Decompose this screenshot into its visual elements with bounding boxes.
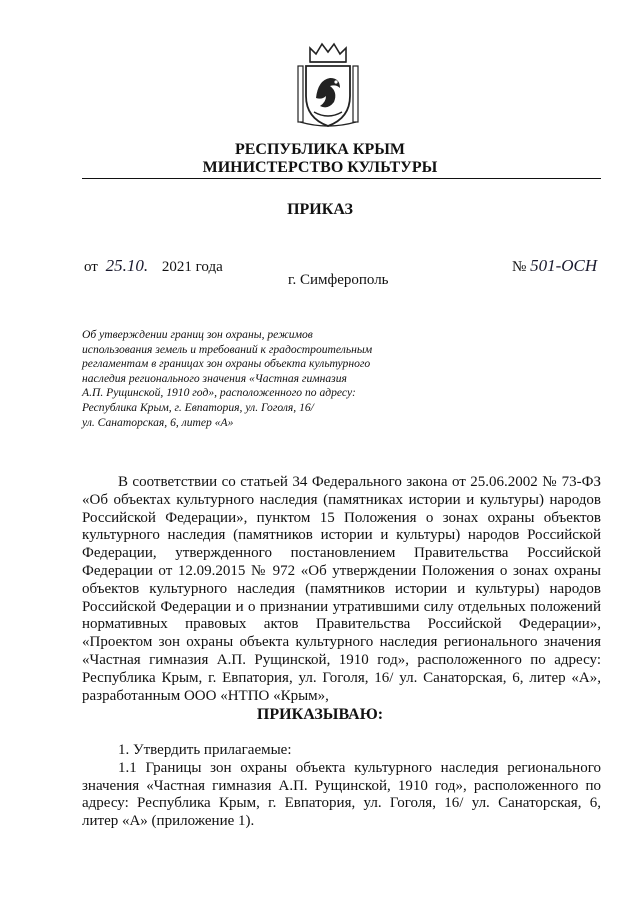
date-year: 2021 года bbox=[161, 259, 223, 275]
subject-line: регламентам в границах зон охраны объекта культурного bbox=[82, 357, 371, 371]
orders-heading: ПРИКАЗЫВАЮ: bbox=[256, 706, 384, 723]
preamble-line: Российской Федерации и о признании утратившими силу отдельных положений bbox=[82, 598, 601, 615]
number-prefix: № bbox=[512, 259, 527, 275]
preamble-line: Федерации от 12.09.2015 № 972 «Об утверждении Положения о зонах охраны bbox=[82, 562, 601, 579]
preamble-line: «Частная гимназия А.П. Рущинской, 1910 год», расположенного по адресу: bbox=[82, 651, 601, 668]
republic-title: РЕСПУБЛИКА КРЫМ bbox=[234, 141, 406, 158]
date-handwritten: 25.10. bbox=[105, 256, 149, 275]
coat-of-arms-emblem bbox=[296, 40, 360, 132]
date-line bbox=[84, 256, 223, 276]
preamble-line: культурного наследия (памятников истории и культуры) народов Российской bbox=[82, 527, 601, 544]
number-handwritten: 501-ОСН bbox=[530, 256, 598, 275]
document-type: ПРИКАЗ bbox=[287, 201, 353, 218]
item-1: 1. Утвердить прилагаемые: bbox=[118, 742, 292, 758]
preamble-line: нормативных правовых актов Правительства Российской Федерации», bbox=[82, 616, 601, 633]
preamble-paragraph bbox=[82, 474, 601, 705]
subject-block bbox=[82, 328, 412, 430]
order-items bbox=[82, 742, 601, 831]
subject-line: А.П. Рущинской, 1910 год», расположенного по адресу: bbox=[82, 386, 356, 400]
item-1-1-line: значения «Частная гимназия А.П. Рущинской, 1910 год», расположенного по bbox=[82, 777, 601, 794]
preamble-line: «Проектом зон охраны объекта культурного наследия регионального значения bbox=[82, 634, 601, 651]
number-line bbox=[512, 256, 597, 276]
item-1-1-line: литер «А» (приложение 1). bbox=[82, 813, 255, 830]
preamble-line: Российской Федерации», пунктом 15 Положения о зонах охраны объектов bbox=[82, 509, 601, 526]
subject-line: наследия регионального значения «Частная гимназия bbox=[82, 371, 347, 385]
date-prefix: от bbox=[84, 259, 98, 275]
header-divider bbox=[82, 178, 601, 179]
item-1-1-line: 1.1 Границы зон охраны объекта культурного наследия регионального bbox=[118, 759, 601, 776]
subject-line: Республика Крым, г. Евпатория, ул. Гоголя, 16/ bbox=[82, 400, 314, 414]
preamble-line: Республика Крым, г. Евпатория, ул. Гоголя, 16/ ул. Санаторская, 6, литер «А», bbox=[82, 669, 601, 686]
city: г. Симферополь bbox=[288, 272, 389, 288]
subject-line: использования земель и требований к градостроительным bbox=[82, 342, 373, 356]
preamble-line: объектов культурного наследия (памятников истории и культуры) народов bbox=[82, 580, 601, 597]
subject-line: Об утверждении границ зон охраны, режимов bbox=[82, 328, 313, 341]
ministry-title: МИНИСТЕРСТВО КУЛЬТУРЫ bbox=[202, 159, 438, 176]
preamble-line: «Об объектах культурного наследия (памятниках истории и культуры) народов bbox=[82, 491, 601, 508]
item-1-1-line: адресу: Республика Крым, г. Евпатория, ул. Гоголя, 16/ ул. Санаторская, 6, bbox=[82, 795, 601, 812]
subject-line: ул. Санаторская, 6, литер «А» bbox=[82, 415, 234, 429]
preamble-line: разработанным ООО «НТПО «Крым», bbox=[82, 687, 329, 704]
preamble-line: Федерации, утвержденного постановлением Правительства Российской bbox=[82, 545, 601, 562]
preamble-line: В соответствии со статьей 34 Федерального закона от 25.06.2002 № 73-ФЗ bbox=[118, 474, 601, 490]
